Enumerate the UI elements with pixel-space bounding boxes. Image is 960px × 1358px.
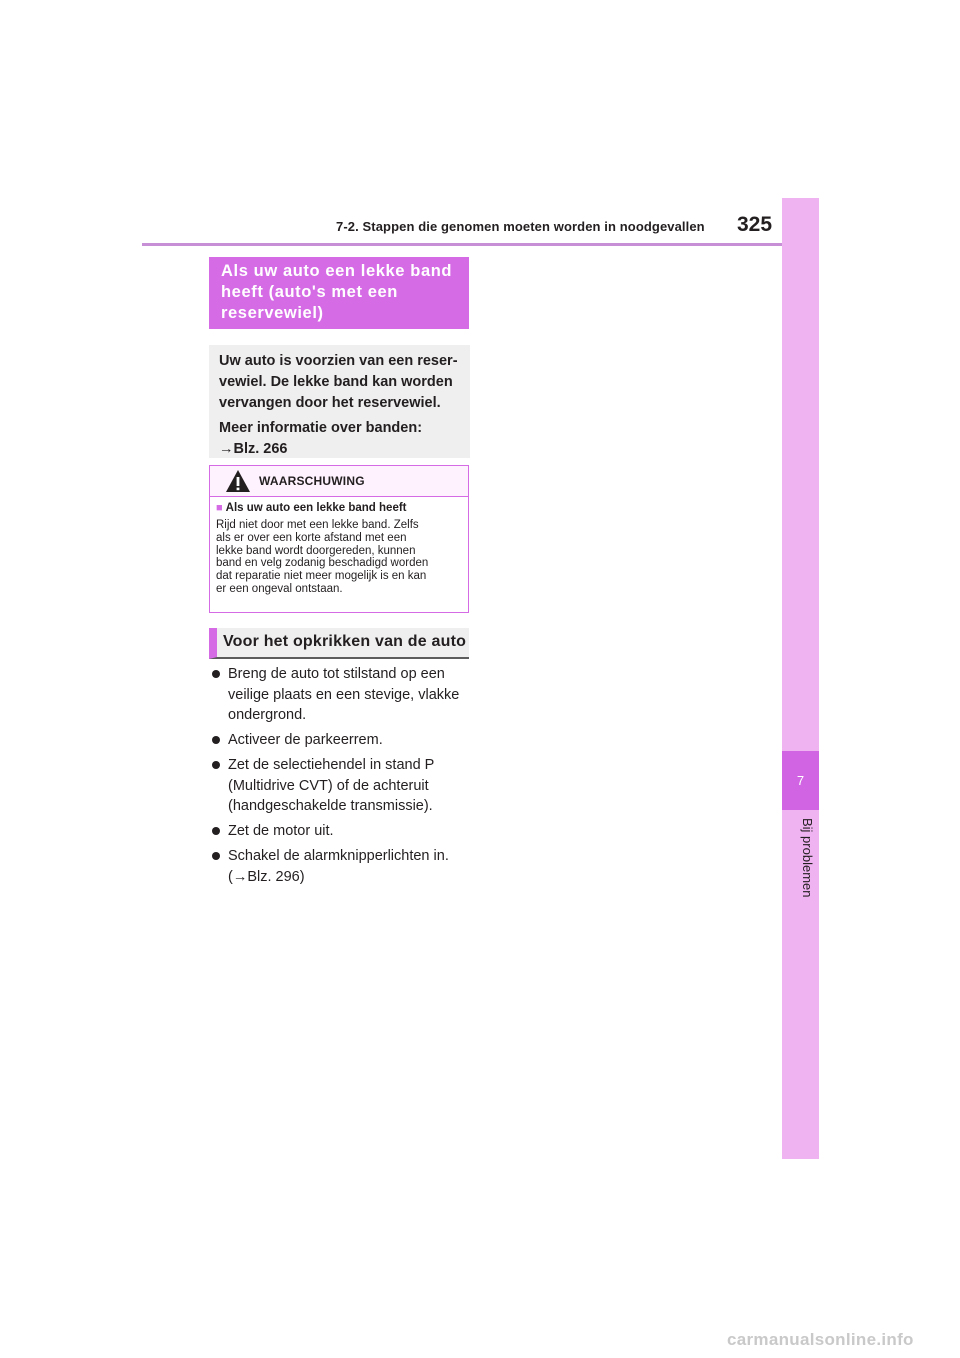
warning-line: er een ongeval ontstaan. <box>216 582 343 595</box>
section-banner-line: heeft (auto's met een <box>221 283 398 301</box>
list-item <box>209 755 479 817</box>
chapter-number: 7 <box>796 773 805 788</box>
page-header-title: 7-2. Stappen die genomen moeten worden in noodgevallen <box>336 219 705 234</box>
intro-box <box>209 345 470 458</box>
list-item-line: Schakel de alarmknipperlichten in. <box>228 848 449 864</box>
page-number: 325 <box>737 213 773 236</box>
section-banner-line: Als uw auto een lekke band <box>221 262 453 280</box>
chapter-number-box[interactable] <box>782 751 819 810</box>
list-item-line: (Multidrive CVT) of de achteruit <box>228 777 429 794</box>
bullet-dot-icon <box>212 670 220 678</box>
list-item-line: Activeer de parkeerrem. <box>228 732 383 748</box>
section-heading: Voor het opkrikken van de auto <box>209 628 469 659</box>
bullet-dot-icon <box>212 761 220 769</box>
warning-line: band en velg zodanig beschadigd worden <box>216 557 429 570</box>
square-bullet-icon: ■ <box>216 502 223 514</box>
intro-line: vewiel. De lekke band kan worden <box>219 374 453 390</box>
list-item <box>209 664 479 726</box>
chapter-side-tab <box>782 198 819 1159</box>
warning-triangle-icon <box>225 469 251 493</box>
watermark: carmanualsonline.info <box>727 1330 914 1349</box>
warning-title: WAARSCHUWING <box>259 474 365 488</box>
list-item <box>209 846 479 887</box>
warning-header <box>210 466 468 497</box>
warning-line: Rijd niet door met een lekke band. Zelfs <box>216 519 419 531</box>
bullet-dot-icon <box>212 827 220 835</box>
warning-subheading <box>216 500 462 516</box>
list-item-line: (handgeschakelde transmissie). <box>228 798 433 814</box>
warning-body <box>210 497 468 596</box>
warning-subheading-text: Als uw auto een lekke band heeft <box>225 502 407 514</box>
section-banner-line: reservewiel) <box>221 304 324 322</box>
list-item-line: Breng de auto tot stilstand op een <box>228 666 445 682</box>
intro-info-label: Meer informatie over banden: <box>219 420 423 436</box>
list-item <box>209 730 479 751</box>
warning-text <box>216 519 462 596</box>
section-banner <box>209 257 469 329</box>
list-item <box>209 821 479 842</box>
intro-line: vervangen door het reservewiel. <box>219 395 441 411</box>
instruction-list <box>209 664 479 892</box>
list-item-line: veilige plaats en een stevige, vlakke <box>228 686 460 703</box>
intro-line: Uw auto is voorzien van een reser- <box>219 353 458 369</box>
chapter-label: Bij problemen <box>800 818 815 898</box>
warning-line: als er over een korte afstand met een <box>216 531 407 544</box>
list-item-line: ondergrond. <box>228 707 307 723</box>
list-item-line: Zet de motor uit. <box>228 823 334 839</box>
header-divider <box>142 243 782 246</box>
bullet-dot-icon <box>212 852 220 860</box>
intro-page-reference[interactable]: →Blz. 266 <box>219 441 288 457</box>
bullet-dot-icon <box>212 736 220 744</box>
list-item-line[interactable]: (→Blz. 296) <box>228 868 305 885</box>
warning-line: dat reparatie niet meer mogelijk is en kan <box>216 570 427 583</box>
list-item-line: Zet de selectiehendel in stand P <box>228 757 435 773</box>
warning-box <box>209 465 469 613</box>
warning-line: lekke band wordt doorgereden, kunnen <box>216 544 416 557</box>
